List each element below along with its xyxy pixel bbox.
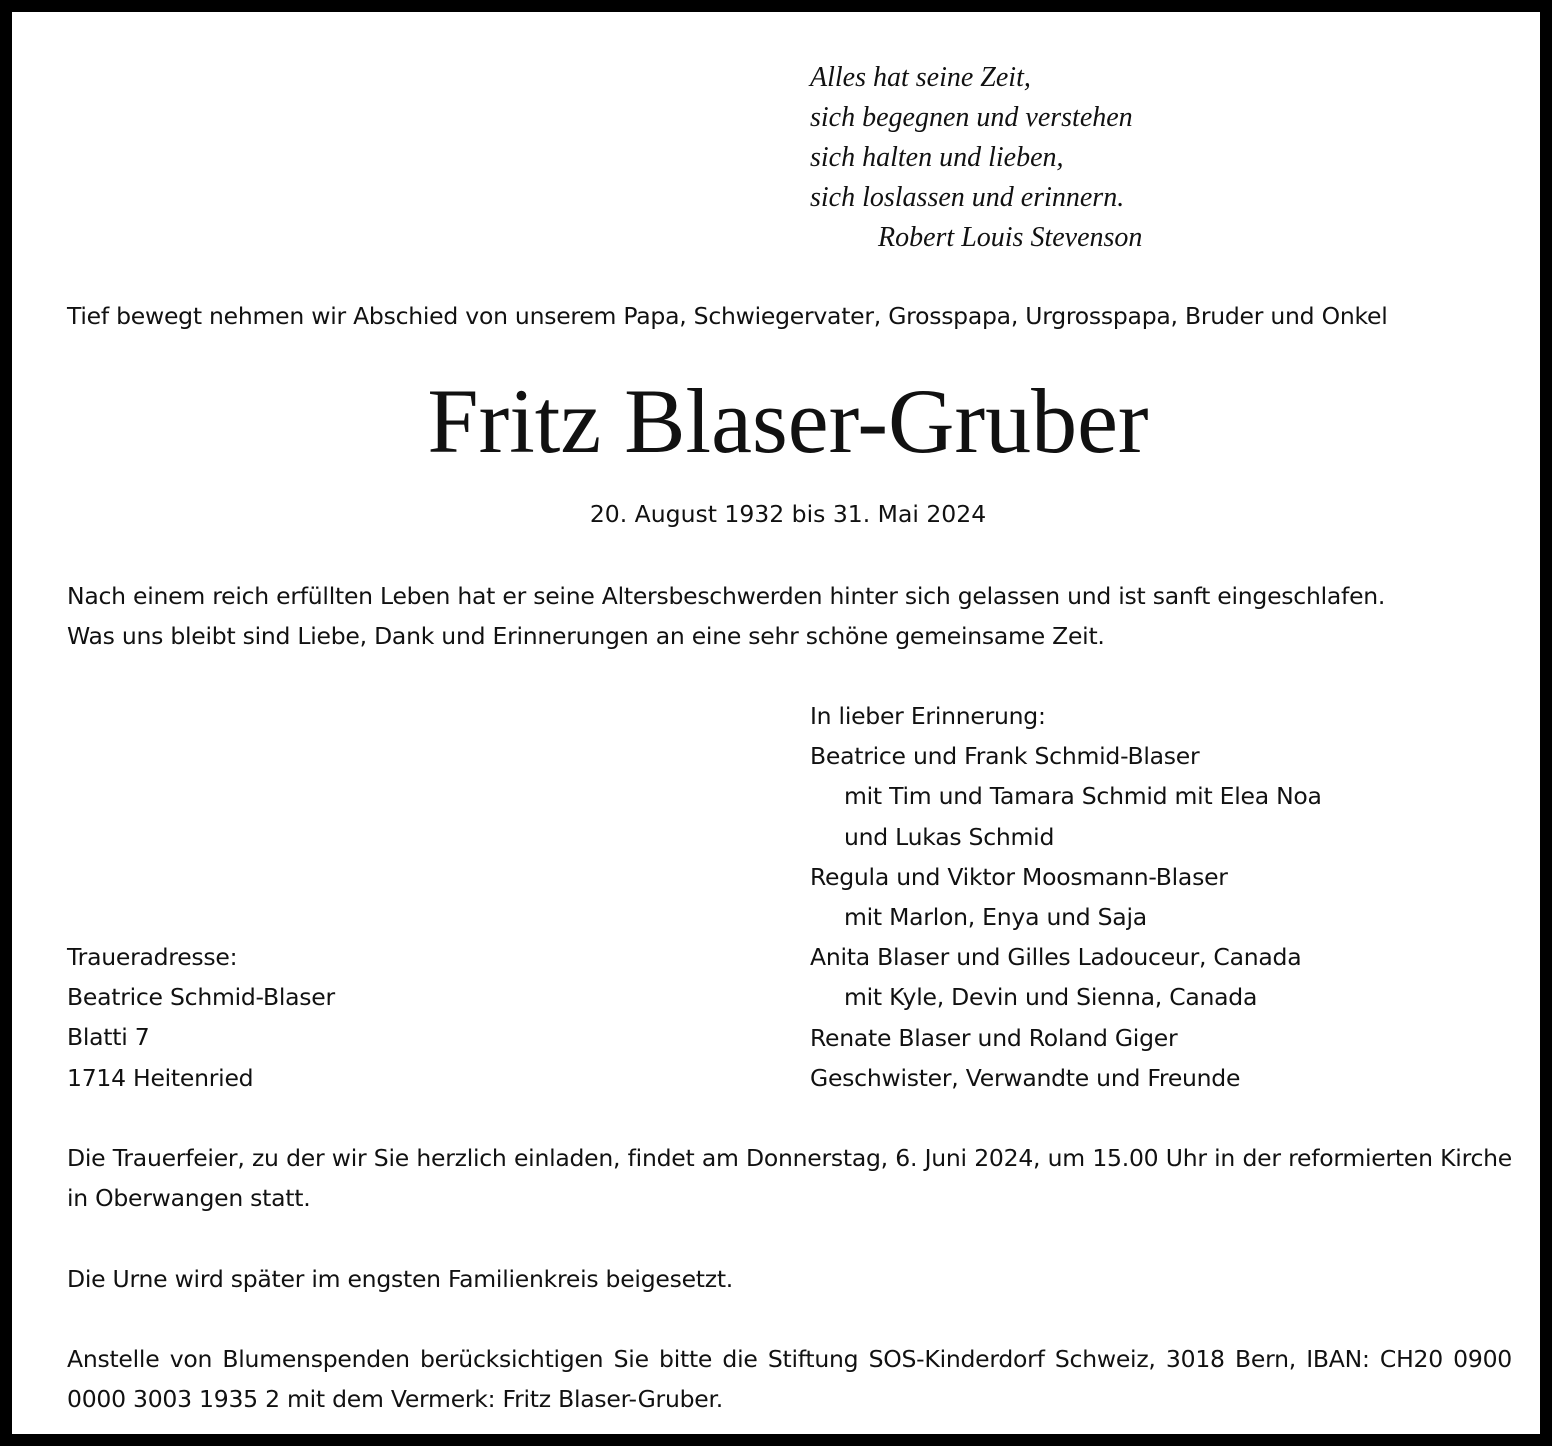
- mourner-entry: Regula und Viktor Moosmann-Blaser: [810, 862, 1228, 891]
- mourner-entry: mit Kyle, Devin und Sienna, Canada: [844, 983, 1258, 1012]
- mourner-entry: mit Tim und Tamara Schmid mit Elea Noa: [844, 782, 1322, 811]
- donation-text: Anstelle von Blumenspenden berücksichtigen Sie bitte die Stiftung SOS-Kinderdorf Schweiz, 3018 Bern, IBAN: CH20 0900 0000 3003 1935 2 mit dem Vermerk: Fritz Blaser-Gruber.: [67, 1345, 1512, 1413]
- mourner-entry: und Lukas Schmid: [844, 822, 1055, 851]
- mourner-entry: Beatrice und Frank Schmid-Blaser: [810, 742, 1200, 771]
- life-dates: 20. August 1932 bis 31. Mai 2024: [589, 500, 987, 528]
- deceased-name: Fritz Blaser-Gruber: [427, 370, 1149, 472]
- farewell-message: [67, 576, 1512, 656]
- mourning-address: [67, 937, 667, 1098]
- address-city: 1714 Heitenried: [67, 1063, 254, 1092]
- address-street: Blatti 7: [67, 1023, 150, 1052]
- mourner-entry: Renate Blaser und Roland Giger: [810, 1023, 1178, 1052]
- poem-quote: [810, 58, 1230, 258]
- ceremony-text: Die Trauerfeier, zu der wir Sie herzlich einladen, findet am Donnerstag, 6. Juni 2024, um 15.00 Uhr in der reformierten Kirche in Oberwangen statt.: [67, 1144, 1512, 1212]
- poem-line: Alles hat seine Zeit,: [810, 62, 1031, 93]
- message-line: Nach einem reich erfüllten Leben hat er seine Altersbeschwerden hinter sich gelassen und ist sanft eingeschlafen.: [67, 582, 1386, 610]
- mourners-list: [810, 696, 1510, 1098]
- mourners-heading: In lieber Erinnerung:: [810, 702, 1046, 730]
- poem-author: Robert Louis Stevenson: [878, 222, 1143, 253]
- address-label: Traueradresse:: [67, 943, 238, 971]
- message-line: Was uns bleibt sind Liebe, Dank und Erinnerungen an eine sehr schöne gemeinsame Zeit.: [67, 622, 1105, 650]
- mourner-entry: Anita Blaser und Gilles Ladouceur, Canada: [810, 943, 1302, 972]
- mourner-entry: mit Marlon, Enya und Saja: [844, 903, 1147, 932]
- address-name: Beatrice Schmid-Blaser: [67, 983, 335, 1012]
- mourner-entry: Geschwister, Verwandte und Freunde: [810, 1063, 1241, 1092]
- poem-line: sich loslassen und erinnern.: [810, 182, 1125, 213]
- poem-line: sich halten und lieben,: [810, 142, 1064, 173]
- urn-text: Die Urne wird später im engsten Familienkreis beigesetzt.: [67, 1265, 734, 1293]
- intro-text: Tief bewegt nehmen wir Abschied von unserem Papa, Schwiegervater, Grosspapa, Urgrosspapa, Bruder und Onkel: [67, 302, 1388, 330]
- poem-line: sich begegnen und verstehen: [810, 102, 1133, 133]
